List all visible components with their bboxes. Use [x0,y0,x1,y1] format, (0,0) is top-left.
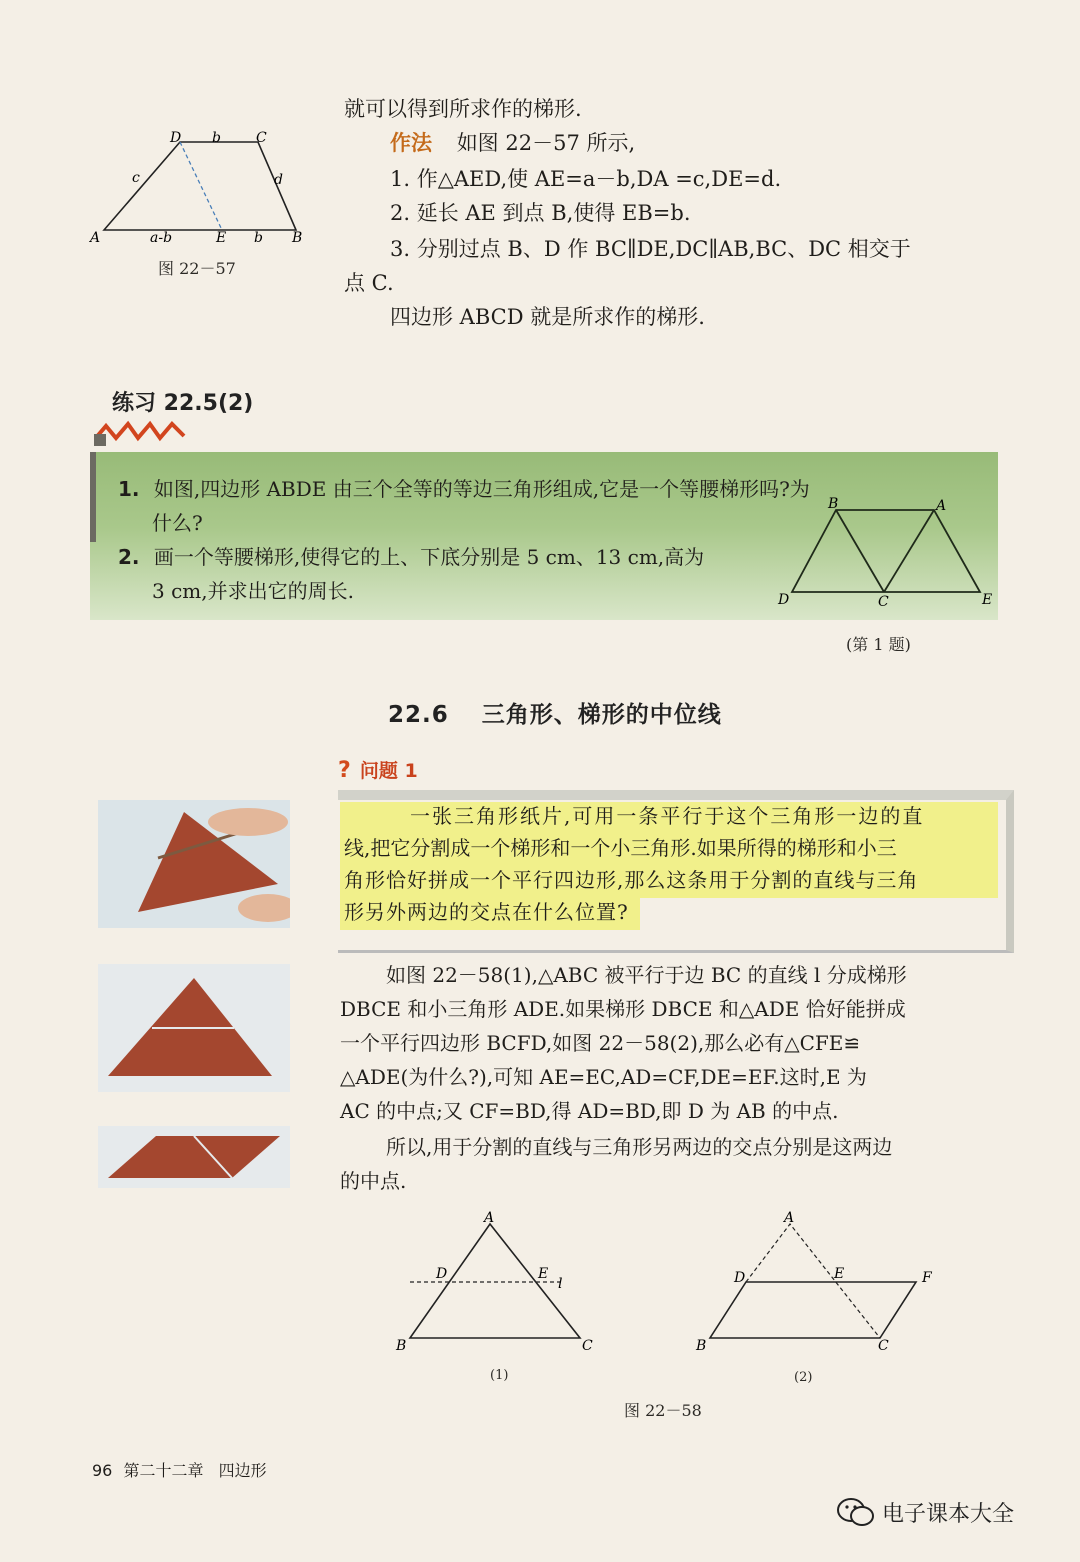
figure-22-58-1 [392,1206,612,1356]
exercise-item-2 [118,540,704,574]
question-line-1: 一张三角形纸片,可用一条平行于这个三角形一边的直 [410,804,925,828]
wechat-icon [836,1496,876,1528]
intro-line: 就可以得到所求作的梯形. [344,97,582,121]
label-d: D [170,130,182,146]
dashed-de [180,142,222,230]
ex-label-e: E [982,592,993,608]
ex-label-c: C [878,594,889,610]
segment-ca [884,510,934,592]
ex-label-d: D [778,592,790,608]
photo-cutting-triangle [98,800,290,928]
explanation-line-3: 一个平行四边形 BCFD,如图 22－58(2),那么必有△CFE≌ [340,1031,861,1055]
segment-bc [836,510,884,592]
ex-label-a: A [936,498,947,514]
figure-22-58-sub2: (2) [794,1370,813,1385]
f2-label-e: E [834,1266,845,1282]
explanation-line-4: △ADE(为什么?),可知 AE=EC,AD=CF,DE=EF.这时,E 为 [340,1065,867,1089]
label-top-b: b [212,130,221,146]
photo-parallelogram [98,1126,290,1188]
ex-label-b: B [828,496,839,512]
step-3: 3. 分别过点 B、D 作 BC∥DE,DC∥AB,BC、DC 相交于 [390,237,911,261]
explanation-line-5: AC 的中点;又 CF=BD,得 AD=BD,即 D 为 AB 的中点. [340,1099,839,1123]
f1-label-l: l [558,1276,563,1292]
figure-22-58-caption: 图 22－58 [624,1401,702,1420]
dashed-triangle-ade [746,1224,880,1338]
f2-label-c: C [878,1338,889,1354]
section-title: 三角形、梯形的中位线 [481,702,722,728]
figure-22-58-2 [692,1206,952,1356]
question-header [338,756,418,783]
label-a: A [90,230,101,246]
explanation-line-2: DBCE 和小三角形 ADE.如果梯形 DBCE 和△ADE 恰好能拼成 [340,997,906,1021]
f2-label-a: A [784,1210,795,1226]
label-b: B [292,230,303,246]
method-text: 如图 22－57 所示, [456,131,636,155]
step-1: 1. 作△AED,使 AE=a－b,DA =c,DE=d. [390,167,782,191]
photo-cutting-triangle-art [98,800,290,928]
photo-split-triangle [98,964,290,1092]
label-bottom-b: b [254,230,263,246]
parallelogram-bcfd [710,1282,916,1338]
figure-22-57-caption: 图 22－57 [158,259,236,278]
exercise-item-1-line2: 什么? [152,511,203,535]
question-label: 问题 1 [359,760,418,782]
f2-label-f: F [922,1270,932,1286]
f2-label-d: D [734,1270,746,1286]
conclusion: 四边形 ABCD 就是所求作的梯形. [390,305,705,329]
chapter-title: 四边形 [218,1461,267,1480]
f1-label-a: A [484,1210,495,1226]
watermark-text: 电子课本大全 [882,1501,1015,1527]
question-line-2: 线,把它分割成一个梯形和一个小三角形.如果所得的梯形和小三 [344,836,897,860]
summary-line-1: 所以,用于分割的直线与三角形另两边的交点分别是这两边 [386,1135,893,1159]
section-number: 22.6 [388,702,449,728]
trapezoid-abde [792,510,980,592]
photo-parallelogram-art [98,1126,290,1188]
f2-label-b: B [696,1338,707,1354]
trapezoid-abcd [104,142,296,230]
exercise-panel-edge [90,452,96,542]
label-side-d: d [274,172,283,188]
page-footer [92,1458,267,1481]
photo-split-triangle-art [98,964,290,1092]
f1-label-c: C [582,1338,593,1354]
explanation-line-1: 如图 22－58(1),△ABC 被平行于边 BC 的直线 l 分成梯形 [386,963,907,987]
summary-line-2: 的中点. [340,1169,407,1193]
exercise-item-1-line1: 如图,四边形 ABDE 由三个全等的等边三角形组成,它是一个等腰梯形吗?为 [153,477,810,501]
question-line-3: 角形恰好拼成一个平行四边形,那么这条用于分割的直线与三角 [344,868,919,892]
exercise-item-2-num: 2. [118,545,140,569]
exercise-item-2-line1: 画一个等腰梯形,使得它的上、下底分别是 5 cm、13 cm,高为 [153,545,705,569]
source-watermark [836,1496,1014,1528]
exercise-figure-caption: (第 1 题) [846,635,911,654]
exercise-item-1-num: 1. [118,477,140,501]
label-side-c: c [132,170,140,186]
label-e: E [216,230,227,246]
chapter-number: 第二十二章 [123,1461,204,1480]
question-line-4: 形另外两边的交点在什么位置? [344,900,629,924]
method-row [390,126,635,160]
step-2: 2. 延长 AE 到点 B,使得 EB=b. [390,201,691,225]
step-3-cont: 点 C. [344,271,394,295]
question-mark-icon: ? [338,758,351,783]
exercise-item-1 [118,472,810,506]
f1-label-e: E [538,1266,549,1282]
exercise-title: 练习 22.5(2) [112,391,254,416]
section-heading [388,696,722,729]
exercise-item-2-line2: 3 cm,并求出它的周长. [152,579,354,603]
method-label: 作法 [390,131,432,155]
f1-label-d: D [436,1266,448,1282]
page-number: 96 [92,1461,113,1480]
exercise-1-figure [772,496,1002,616]
exercise-zigzag-decoration [94,416,194,446]
figure-22-58-sub1: (1) [490,1368,509,1383]
label-a-minus-b: a-b [150,230,173,246]
label-c: C [256,130,267,146]
f1-label-b: B [396,1338,407,1354]
